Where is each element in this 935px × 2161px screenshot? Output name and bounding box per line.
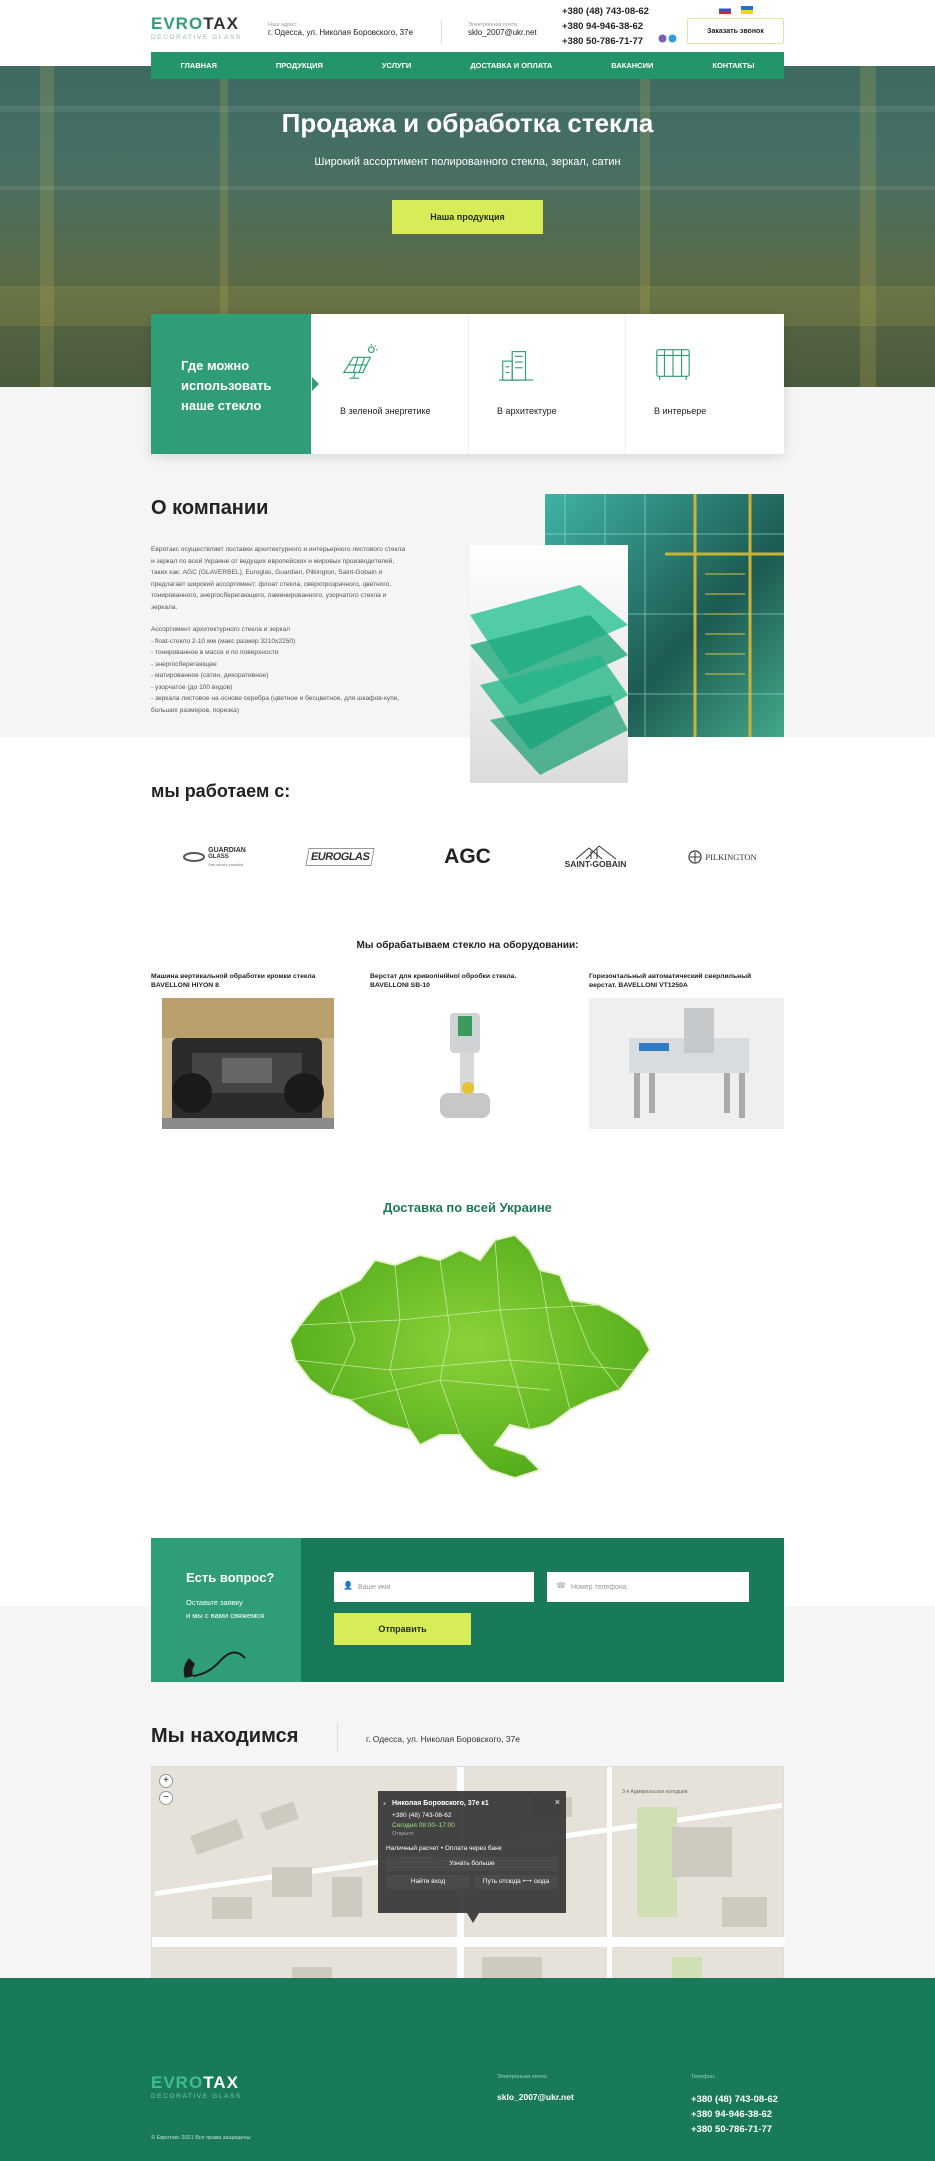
guardian-sub: GLASS xyxy=(208,853,229,860)
equipment-name-line: Верстат для криволінійної обробки стекла. xyxy=(370,973,517,980)
about-list-item: больших размеров, порезка) xyxy=(151,706,240,714)
partner-euroglas[interactable] xyxy=(298,842,383,872)
question-subtitle xyxy=(186,1596,264,1622)
usage-panel xyxy=(151,314,784,454)
logo[interactable] xyxy=(151,14,242,41)
popup-close-icon[interactable]: × xyxy=(554,1797,560,1807)
partner-guardian[interactable] xyxy=(172,842,257,872)
saint-gobain-logo-icon xyxy=(571,845,621,859)
location-address: г. Одесса, ул. Николая Боровского, 37е xyxy=(366,1734,521,1744)
partner-saint-gobain[interactable] xyxy=(548,842,643,872)
copyright: © Евротакс 2021 Все права защищены xyxy=(151,2135,251,2141)
footer-logo-dark: TAX xyxy=(203,2073,239,2092)
equipment-photo-1[interactable] xyxy=(162,998,334,1129)
nav-vacancies[interactable]: ВАКАНСИИ xyxy=(611,61,654,70)
popup-title: Николая Боровского, 37е к1 xyxy=(392,1800,489,1807)
question-sub-line: Оставьте заявку xyxy=(186,1598,243,1607)
nav-products[interactable]: ПРОДУКЦИЯ xyxy=(275,61,323,70)
flag-ru-icon[interactable] xyxy=(719,6,731,14)
usage-title-line-1: Где можно xyxy=(181,358,250,373)
usage-label-architecture: В архитектуре xyxy=(497,406,557,416)
popup-route-button[interactable]: Путь отсюда ⟷ сюда xyxy=(474,1875,558,1889)
delivery-title: Доставка по всей Украине xyxy=(383,1200,552,1215)
submit-button[interactable]: Отправить xyxy=(334,1613,471,1645)
map-popup xyxy=(378,1791,566,1913)
pilkington-logo-icon xyxy=(688,850,702,864)
popup-pointer xyxy=(467,1913,479,1923)
equipment-name-line: Горизонтальный автоматический сверлильный xyxy=(589,973,752,980)
partner-pilkington[interactable] xyxy=(680,842,765,872)
equipment-name-line: BAVELLONI HIYON 8 xyxy=(151,982,219,989)
nav-contacts[interactable]: КОНТАКТЫ xyxy=(712,61,755,70)
user-icon: 👤 xyxy=(343,1581,353,1590)
usage-title-line-2: использовать xyxy=(181,378,272,393)
equipment-photo-3[interactable] xyxy=(589,998,784,1129)
ukraine-map xyxy=(280,1230,656,1480)
usage-label-energy: В зеленой энергетике xyxy=(340,406,431,416)
question-sub-line: и мы с вами свяжемся xyxy=(186,1611,265,1620)
usage-item-energy[interactable] xyxy=(311,314,468,454)
equipment-name-3 xyxy=(589,972,789,990)
popup-hours: Сегодня 08:00–17:00 xyxy=(392,1822,455,1829)
phone-3[interactable]: +380 50-786-71-77 xyxy=(562,36,644,47)
equipment-name-line: BAVELLONI SB-10 xyxy=(370,982,430,989)
question-form xyxy=(151,1538,784,1682)
question-head xyxy=(151,1538,301,1682)
equipment-name-2 xyxy=(370,972,570,990)
about-line: Евротакс осуществляет поставки архитектурного и интерьерного листового стекла xyxy=(151,546,406,553)
phone-handset-icon xyxy=(179,1638,251,1682)
footer xyxy=(0,1978,935,2161)
question-title: Есть вопрос? xyxy=(186,1570,275,1585)
saint-gobain-name: SAINT-GOBAIN xyxy=(564,859,627,869)
phone-input[interactable] xyxy=(547,1572,749,1602)
about-title: О компании xyxy=(151,497,269,519)
about-list-item: - тонированное в массе и по поверхности xyxy=(151,649,279,656)
about-line: предлагает широкий ассортимент: флоат стекла, сверхпрозрачного, цветного, xyxy=(151,580,392,588)
nav-delivery[interactable]: ДОСТАВКА И ОПЛАТА xyxy=(470,61,553,70)
address-text: г. Одесса, ул. Николая Боровского, 37е xyxy=(268,28,413,37)
guardian-logo-icon xyxy=(183,850,205,864)
popup-more-label: Узнать больше xyxy=(449,1860,495,1867)
logo-green: EVRO xyxy=(151,14,204,33)
popup-phone[interactable]: +380 (48) 743-08-62 xyxy=(392,1812,452,1819)
usage-title-line-3: наше стекло xyxy=(181,398,262,413)
name-placeholder: Ваше имя xyxy=(358,1583,391,1591)
equipment-title: Мы обрабатываем стекло на оборудовании: xyxy=(356,940,579,951)
about-list-item: Ассортимент архитектурного стекла и зеркал xyxy=(151,626,291,633)
footer-phone-3[interactable]: +380 50-786-71-77 xyxy=(691,2124,773,2135)
about-text xyxy=(151,544,441,716)
hero-title: Продажа и обработка стекла xyxy=(281,108,654,138)
phone-placeholder: Номер телефона xyxy=(571,1583,627,1591)
logo-dark: TAX xyxy=(203,14,239,33)
usage-item-interior[interactable] xyxy=(625,314,782,454)
partner-agc[interactable] xyxy=(425,842,510,872)
footer-email[interactable]: sklo_2007@ukr.net xyxy=(497,2092,574,2102)
agc-logo: AGC xyxy=(444,845,491,868)
glass-interior-icon xyxy=(654,344,692,382)
usage-label-interior: В интерьере xyxy=(654,406,707,416)
equipment-name-line: Машина вертикальной обработки кромки стекла xyxy=(151,973,316,980)
phone-icon: ☎ xyxy=(556,1581,566,1590)
euroglas-logo: EUROGLAS xyxy=(306,848,376,866)
footer-phone-2[interactable]: +380 94-946-38-62 xyxy=(691,2109,773,2120)
divider xyxy=(441,20,442,44)
logo-sub: DECORATIVE GLASS xyxy=(151,34,242,41)
footer-logo[interactable] xyxy=(151,2073,242,2100)
location-title: Мы находимся xyxy=(151,1725,299,1747)
about-line: зеркала. xyxy=(151,603,178,611)
about-list-item: - узорчатое (до 100 видов) xyxy=(151,683,233,691)
guardian-tagline: See what's possible xyxy=(208,861,244,867)
building-icon xyxy=(497,344,535,382)
divider xyxy=(337,1722,338,1752)
nav-home[interactable]: ГЛАВНАЯ xyxy=(180,61,217,70)
callback-button[interactable]: Заказать звонок xyxy=(687,18,784,44)
solar-panel-icon xyxy=(340,344,378,382)
equipment-name-line: верстат. BAVELLONI VT1250A xyxy=(589,982,688,989)
popup-payment: Наличный расчет • Оплата через банк xyxy=(386,1845,502,1852)
about-line: и зеркал по всей Украине от ведущих европейских и мировых производителей, xyxy=(151,557,395,565)
usage-title xyxy=(151,314,311,454)
about-list-item: - энергосберегающее xyxy=(151,660,217,668)
usage-item-architecture[interactable] xyxy=(468,314,625,454)
footer-logo-sub: DECORATIVE GLASS xyxy=(151,2093,242,2100)
popup-find-button[interactable] xyxy=(386,1875,470,1889)
pin-icon: ● xyxy=(383,1801,387,1807)
popup-route-from: Путь отсюда xyxy=(482,1878,521,1885)
about-photo-glass xyxy=(470,545,628,783)
email-link[interactable]: sklo_2007@ukr.net xyxy=(468,28,537,37)
messenger-icons[interactable] xyxy=(658,34,678,43)
phone-1[interactable]: +380 (48) 743-08-62 xyxy=(562,6,649,17)
equipment-name-1 xyxy=(151,972,351,990)
street-label: 3-я Адмиральская колодцев xyxy=(622,1789,688,1795)
about-line: тонированного, энергосберегающего, ламинированного, узорчатого стекла и xyxy=(151,592,387,599)
address-label: Наш адрес: xyxy=(268,22,298,28)
footer-email-label: Электронная почта: xyxy=(497,2074,548,2080)
about-list-item: - матированное (сатин, декоративное) xyxy=(151,672,269,679)
partners-title: мы работаем с: xyxy=(151,781,291,801)
zoom-in-button[interactable]: + xyxy=(159,1774,173,1788)
popup-more-button[interactable] xyxy=(386,1857,558,1871)
popup-status: Открыто xyxy=(392,1831,414,1837)
equipment-photo-2[interactable] xyxy=(370,998,566,1129)
footer-phone-1[interactable]: +380 (48) 743-08-62 xyxy=(691,2094,778,2105)
about-list-item: - зеркала листовое на основе серебра (цветное и бесцветное, для шкафов-купе, xyxy=(151,695,400,702)
footer-phones-label: Телефон: xyxy=(691,2074,716,2080)
flag-ua-icon[interactable] xyxy=(741,6,753,14)
pilkington-name: PILKINGTON xyxy=(705,852,757,862)
products-button[interactable]: Наша продукция xyxy=(392,200,543,234)
popup-find-label: Найти вход xyxy=(410,1878,446,1885)
guardian-name: GUARDIAN xyxy=(208,846,246,854)
nav-services[interactable]: УСЛУГИ xyxy=(381,61,412,70)
hero-subtitle: Широкий ассортимент полированного стекла, зеркал, сатин xyxy=(314,156,621,168)
name-input[interactable] xyxy=(334,1572,534,1602)
main-nav xyxy=(151,52,784,79)
about-list-item: - float-стекло 2-10 мм (макс размер 3210х2250) xyxy=(151,637,296,645)
about-line: таких как: AGC (GLAVERBEL), Euroglas, Guardian, Pilkington, Saint-Gobain и xyxy=(151,569,383,576)
popup-route-to: сюда xyxy=(533,1878,550,1885)
phone-2[interactable]: +380 94-946-38-62 xyxy=(562,21,644,32)
footer-logo-green: EVRO xyxy=(151,2073,204,2092)
email-label: Электронная почта: xyxy=(468,22,519,28)
zoom-out-button[interactable]: − xyxy=(159,1791,173,1805)
